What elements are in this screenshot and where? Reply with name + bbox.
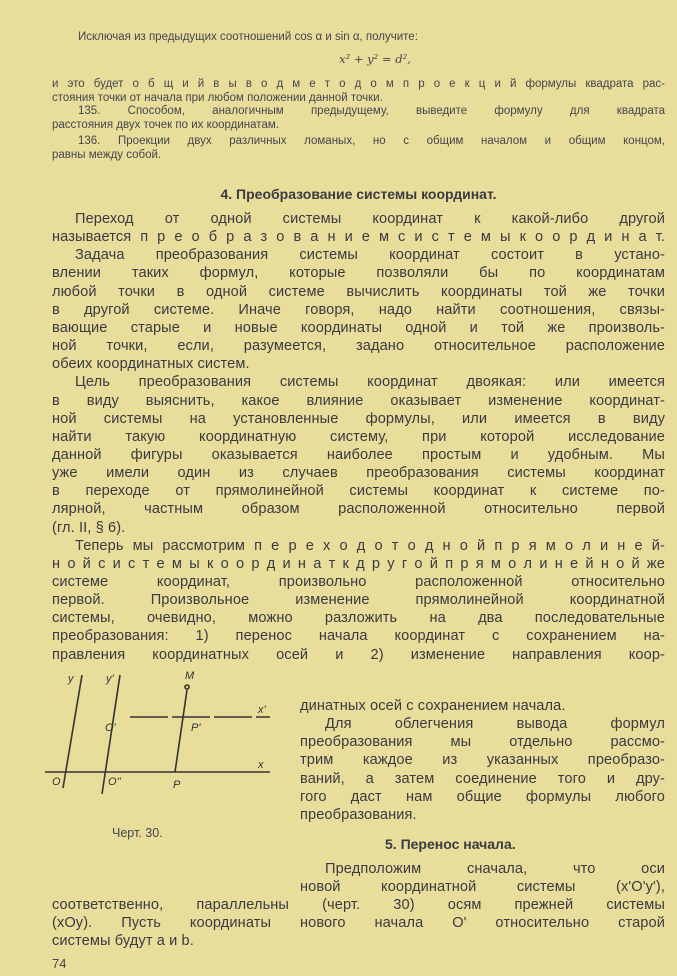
- label-x-prime: x': [258, 704, 266, 716]
- text-line: н о й с и с т е м ы к о о р д и н а т к д р у г о й п р я м о л и н е й н о й же: [52, 555, 665, 572]
- text-line: первой. Произвольное изменение прямолинейной координатной: [52, 592, 665, 609]
- text-line: Теперь мы рассмотрим п е р е х о д о т о д н о й п р я м о л и н е й-: [75, 537, 665, 554]
- text-line: правления координатных осей и 2) изменение направления коор-: [52, 646, 665, 663]
- text-line: лярной, частным образом расположенной относительно первой: [52, 501, 665, 518]
- axis-y: [63, 675, 82, 788]
- text-line: новой координатной системы (x'O'y'),: [300, 879, 665, 895]
- text-line: преобразования: 1) перенос начала координат с сохранением на-: [52, 628, 665, 645]
- label-P: P: [173, 779, 181, 791]
- label-P-prime: P': [191, 722, 201, 734]
- label-O: O: [52, 776, 61, 788]
- text-line: ной точки, если, разумеется, задано относительное расположение: [52, 338, 665, 355]
- line-MP: [175, 690, 187, 772]
- label-M: M: [185, 670, 195, 682]
- intro-line: Исключая из предыдущих соотношений cos α и sin α, получите:: [78, 31, 418, 43]
- text-line: в виду выяснить, какое влияние оказывает изменение координат-: [52, 392, 665, 409]
- label-x: x: [258, 759, 264, 771]
- text-line: влении таких формул, которые позволяли бы по координатам: [52, 265, 665, 282]
- text-line: обеих координатных систем.: [52, 356, 250, 373]
- text-line: любой точки в одной системе вычислить координаты той же точки: [52, 283, 665, 300]
- label-O-double-prime: O'': [108, 776, 121, 788]
- section-5-heading: 5. Перенос начала.: [385, 836, 516, 852]
- text-line: (гл. II, § 6).: [52, 519, 126, 536]
- text-line: ваний, а затем соединение того и дру-: [300, 770, 665, 787]
- text-line: Для облегчения вывода формул: [325, 716, 665, 733]
- text-line: Цель преобразования системы координат двоякая: или имеется: [75, 374, 665, 391]
- text-line: стояния точки от начала при любом положении данной точки.: [52, 92, 383, 104]
- text-line: соответственно, параллельны (черт. 30) осям прежней системы: [52, 897, 665, 913]
- text-line: ной системы на установленные формулы, или имеется в виду: [52, 410, 665, 427]
- text-line: преобразования.: [300, 806, 417, 823]
- text-line: Предположим сначала, что оси: [325, 861, 665, 877]
- text-line: расстояния двух точек по их координатам.: [52, 119, 279, 131]
- text-line: системе координат, произвольно расположенной относительно: [52, 574, 665, 590]
- text-line: вающие старые и новые координаты одной и той же произволь-: [52, 319, 665, 336]
- point-M: [185, 685, 189, 689]
- text-line: в другой системе. Иначе говоря, надо найти соотношения, связы-: [52, 301, 665, 318]
- text-line: данной фигуры оказывается наиболее простым и удобным. Мы: [52, 446, 665, 463]
- figure-30-diagram: [30, 670, 280, 800]
- text-line: Переход от одной системы координат к какой-либо другой: [75, 211, 665, 227]
- text-line: системы будут a и b.: [52, 933, 194, 950]
- label-O-prime: O': [105, 722, 116, 734]
- text-line: гого даст нам общие формулы любого: [300, 788, 665, 805]
- text-line: трим каждое из указанных преобразо-: [300, 752, 665, 769]
- text-line: равны между собой.: [52, 149, 162, 161]
- text-line: уже имели один из случаев преобразования системы координат: [52, 465, 665, 482]
- text-line: (xOy). Пусть координаты нового начала O' относительно старой: [52, 915, 665, 932]
- label-y: y: [68, 673, 74, 685]
- text-line: динатных осей с сохранением начала.: [300, 698, 566, 714]
- text-line: называется п р е о б р а з о в а н и е м с и с т е м ы к о о р д и н а т.: [52, 229, 665, 246]
- exercise-135: 135. Способом, аналогичным предыдущему, выведите формулу для квадрата: [78, 105, 665, 117]
- formula: x² + y² = d²,: [339, 52, 411, 66]
- page-number: 74: [52, 957, 67, 971]
- figure-caption: Черт. 30.: [112, 826, 163, 840]
- exercise-136: 136. Проекции двух различных ломаных, но с общим началом и общим концом,: [78, 135, 665, 147]
- text-line: найти такую координатную систему, при которой исследование: [52, 428, 665, 445]
- section-4-heading: 4. Преобразование системы координат.: [220, 186, 497, 202]
- text-line: системы, очевидно, можно разложить на два последовательные: [52, 610, 665, 627]
- text-line: и это будет о б щ и й в ы в о д м е т о д о м п р о е к ц и й формулы квадрата рас-: [52, 78, 665, 90]
- text-line: Задача преобразования системы координат состоит в устано-: [75, 247, 665, 264]
- text-line: преобразования мы отдельно рассмо-: [300, 734, 665, 751]
- text-line: в переходе от прямолинейной системы координат к системе по-: [52, 483, 665, 500]
- label-y-prime: y': [106, 673, 114, 685]
